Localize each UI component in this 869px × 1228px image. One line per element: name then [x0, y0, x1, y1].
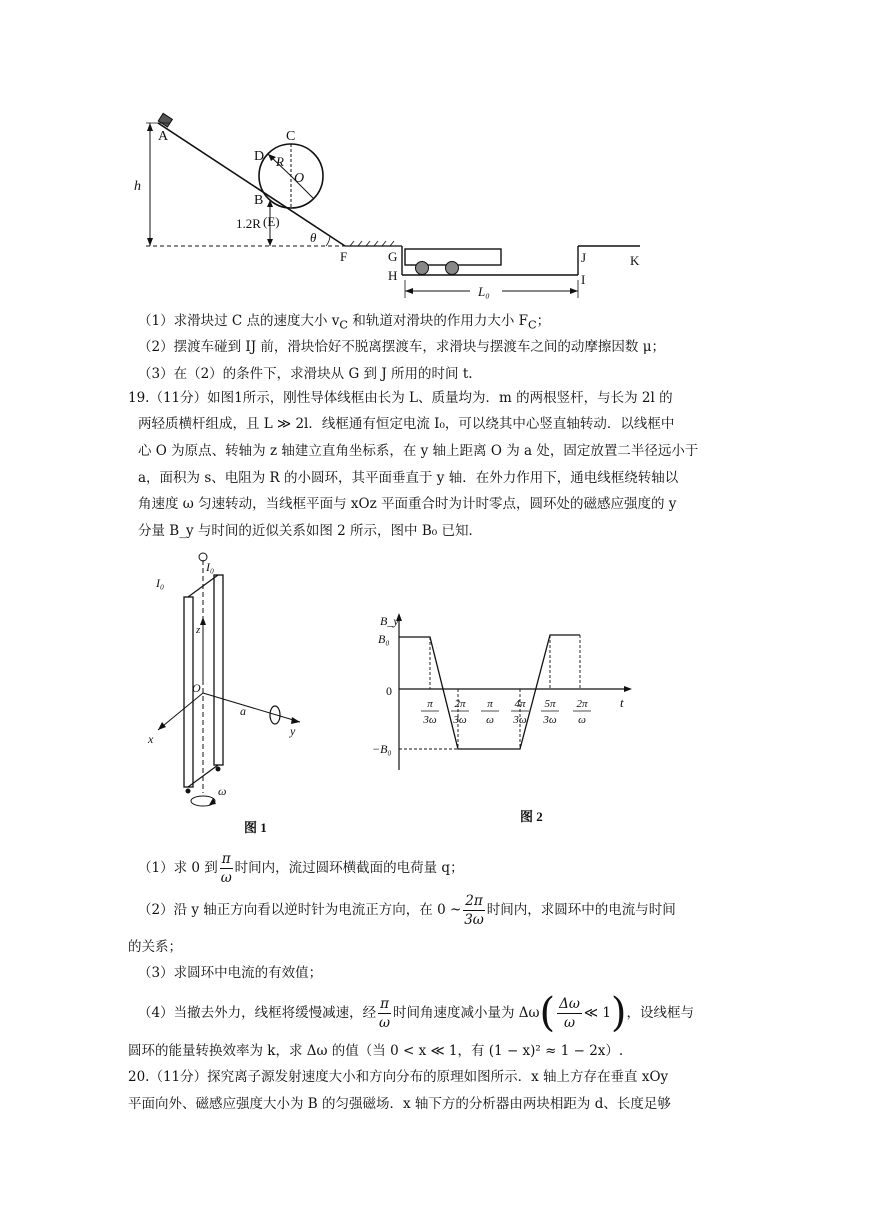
fig2-tick-5 [541, 698, 559, 726]
q18-part1: （1）求滑块过 C 点的速度大小 $v_C$ 和轨道对滑块的作用力大小 $F_C$； [138, 313, 551, 332]
fig1-label-a: a [240, 704, 246, 718]
fig2-tick-6 [573, 698, 591, 726]
fig2-label-B0: B₀ [378, 632, 390, 646]
label-L0: L₀ [478, 284, 490, 299]
fig2-label-t: t [620, 695, 624, 710]
fig2-tick-num: 4π [514, 698, 526, 710]
figure-2-graph [370, 605, 640, 835]
q19-sub4: （4）当撤去外力，线框将缓慢减速，经 $\frac{\pi}{\omega}$ 时间角速度减小量为 Δω ( $\frac{\Delta\omega}{\omega}$ ≪ 1 ) ，设线框与 [138, 990, 695, 1036]
q19-sub2-cont: 的关系； [128, 939, 182, 955]
label-E: (E) [263, 214, 280, 229]
label-R: R [276, 154, 284, 169]
fig2-label-zero: 0 [386, 684, 392, 698]
fig1-label-I0a: I₀ [156, 576, 165, 590]
label-A: A [158, 129, 169, 144]
label-theta: θ [310, 230, 317, 245]
fig2-tick-den: 3ω [513, 714, 527, 726]
label-J: J [581, 250, 587, 265]
fig2-tick-num: 2π [576, 698, 588, 710]
q20-line1: 20.（11分）探究离子源发射速度大小和方向分布的原理如图所示．x 轴上方存在垂直 xOy [128, 1069, 669, 1085]
label-B: B [254, 193, 264, 208]
fig2-tick-num: π [427, 698, 433, 710]
fig2-tick-1 [421, 698, 439, 726]
label-C: C [286, 129, 296, 144]
fig2-caption: 图 2 [520, 809, 543, 824]
label-1.2R: 1.2R [236, 216, 261, 231]
q19-line5: 角速度 ω 匀速转动，当线框平面与 xOz 平面重合时为计时零点，圆环处的磁感应强度的 y [138, 496, 677, 512]
q19-line2: 两轻质横杆组成，且 L ≫ 2l．线框通有恒定电流 I₀，可以绕其中心竖直轴转动．以线框中 [138, 416, 675, 432]
label-F: F [340, 249, 348, 264]
fig2-tick-num: π [487, 698, 493, 710]
fig2-tick-num: 5π [544, 698, 556, 710]
q19-sub4-cont: 圆环的能量转换效率为 k，求 Δω 的值（当 0 < x ≪ 1，有 (1 − x)² ≈ 1 − 2x）. [128, 1043, 624, 1059]
q19-sub2: （2）沿 y 轴正方向看以逆时针为电流正方向，在 0 ~ $\frac{2\pi}{3\omega}$ 时间内，求圆环中的电流与时间 [138, 892, 676, 928]
label-K: K [630, 253, 640, 268]
fig2-tick-3 [481, 698, 499, 726]
label-H: H [388, 268, 398, 283]
q18-part3: （3）在（2）的条件下，求滑块从 G 到 J 所用的时间 t. [138, 366, 473, 382]
fig2-tick-den: 3ω [423, 714, 437, 726]
q19-line1: 19.（11分）如图1所示，刚性导体线框由长为 L、质量均为．m 的两根竖杆，与长为 2l 的 [128, 390, 673, 406]
fig2-tick-2 [451, 698, 469, 726]
q19-line3: 心 O 为原点、转轴为 z 轴建立直角坐标系，在 y 轴上距离 O 为 a 处，固定放置二半径远小于 [138, 443, 699, 459]
q20-line2: 平面向外、磁感应强度大小为 B 的匀强磁场．x 轴下方的分析器由两块相距为 d、长度足够 [128, 1096, 671, 1112]
label-h: h [134, 179, 141, 194]
fig2-tick-den: ω [578, 714, 586, 726]
fig1-label-omega: ω [218, 784, 227, 798]
q18-part2: （2）摆渡车碰到 IJ 前，滑块恰好不脱离摆渡车，求滑块与摆渡车之间的动摩擦因数 μ； [138, 339, 665, 355]
fig2-label-negB0: −B₀ [372, 742, 392, 756]
label-O: O [294, 171, 305, 186]
label-I: I [581, 272, 586, 287]
fig2-tick-den: ω [486, 714, 494, 726]
q19-line4: a，面积为 s、电阻为 R 的小圆环，其平面垂直于 y 轴．在外力作用下，通电线框绕转轴以 [138, 470, 679, 486]
fig1-label-x: x [148, 732, 154, 746]
fig2-tick-num: 2π [454, 698, 466, 710]
label-G: G [388, 249, 398, 264]
fig2-label-By: B_y [380, 614, 399, 628]
fig2-tick-den: 3ω [543, 714, 557, 726]
label-D: D [254, 149, 265, 164]
figure-1-frame [140, 545, 320, 840]
fig2-tick-den: 3ω [453, 714, 467, 726]
fig1-label-y: y [290, 724, 296, 738]
q19-sub1: （1）求 0 到 $\frac{\pi}{\omega}$ 时间内，流过圆环横截面的电荷量 q； [138, 850, 464, 886]
q19-line6: 分量 B_y 与时间的近似关系如图 2 所示，图中 B₀ 已知． [138, 523, 482, 539]
fig1-label-I0b: I₀ [206, 560, 215, 574]
q19-sub3: （3）求圆环中电流的有效值； [138, 965, 323, 981]
figure-incline-loop [130, 108, 670, 308]
fig1-caption: 图 1 [244, 820, 267, 835]
fig1-label-O: O [192, 681, 201, 695]
fig1-label-z: z [196, 624, 201, 636]
